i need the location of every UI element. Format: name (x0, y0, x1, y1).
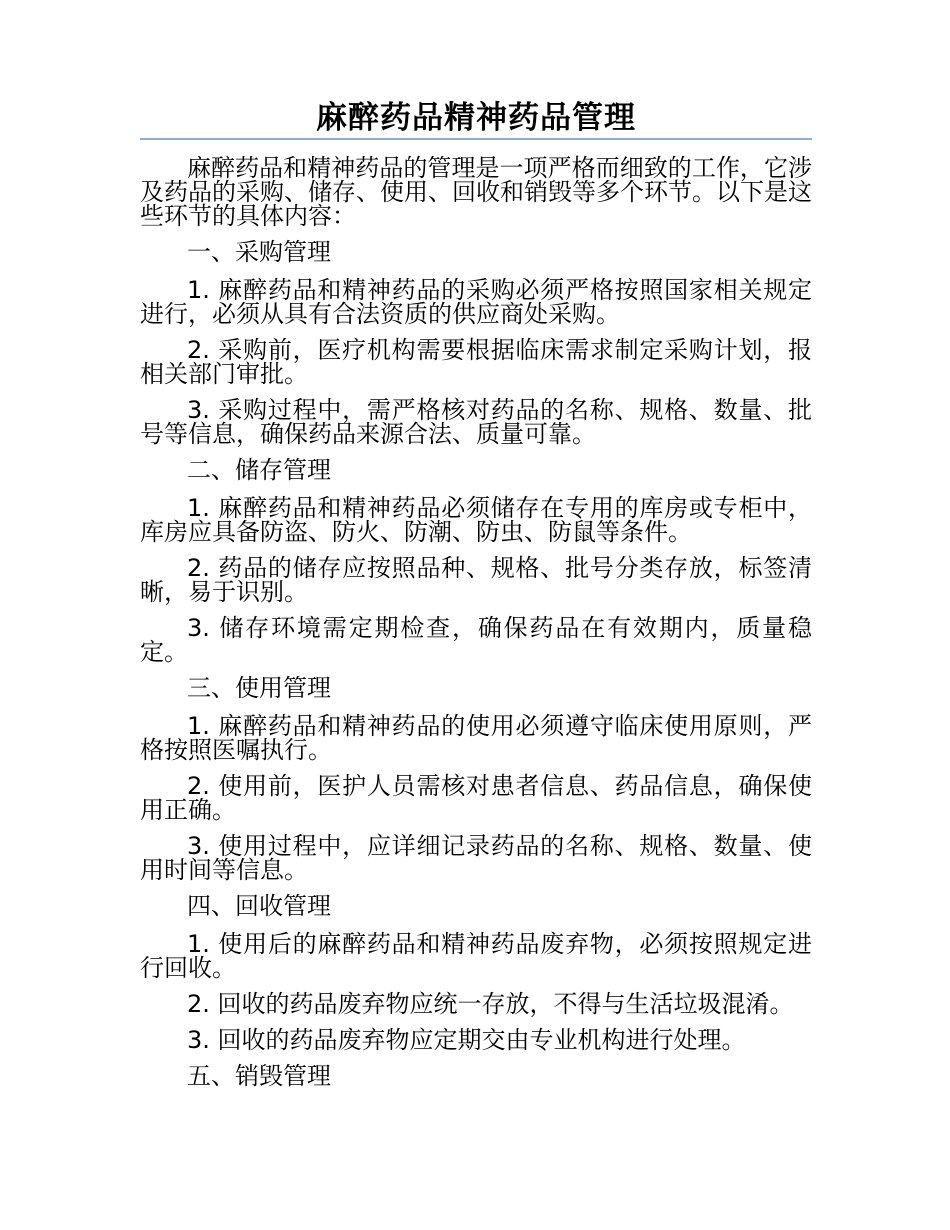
section-item: 2. 采购前，医疗机构需要根据临床需求制定采购计划，报相关部门审批。 (140, 336, 812, 388)
section-item: 1. 麻醉药品和精神药品的使用必须遵守临床使用原则，严格按照医嘱执行。 (140, 712, 812, 764)
section-heading: 一、采购管理 (187, 238, 331, 266)
section-heading: 四、回收管理 (187, 892, 331, 920)
section-heading: 三、使用管理 (187, 674, 331, 702)
section-item: 3. 使用过程中，应详细记录药品的名称、规格、数量、使用时间等信息。 (140, 832, 812, 884)
section-destruction (140, 1064, 812, 1088)
section-item: 2. 药品的储存应按照品种、规格、批号分类存放，标签清晰，易于识别。 (140, 554, 812, 606)
section-item: 3. 储存环境需定期检查，确保药品在有效期内，质量稳定。 (140, 614, 812, 666)
document-page (140, 98, 812, 1102)
section-item: 1. 麻醉药品和精神药品必须储存在专用的库房或专柜中，库房应具备防盗、防火、防潮、防虫、防鼠等条件。 (140, 494, 812, 546)
section-item: 2. 使用前，医护人员需核对患者信息、药品信息，确保使用正确。 (140, 772, 812, 824)
document-body (140, 156, 812, 1088)
section-usage (140, 676, 812, 882)
section-item: 3. 采购过程中，需严格核对药品的名称、规格、数量、批号等信息，确保药品来源合法、质量可靠。 (140, 396, 812, 448)
section-recycling (140, 894, 812, 1052)
section-item: 1. 使用后的麻醉药品和精神药品废弃物，必须按照规定进行回收。 (140, 930, 812, 982)
document-title: 麻醉药品精神药品管理 (140, 98, 812, 140)
section-procurement (140, 240, 812, 446)
section-heading: 五、销毁管理 (187, 1062, 331, 1090)
section-item: 3. 回收的药品废弃物应定期交由专业机构进行处理。 (187, 1026, 746, 1054)
section-item: 1. 麻醉药品和精神药品的采购必须严格按照国家相关规定进行，必须从具有合法资质的供应商处采购。 (140, 276, 812, 328)
section-item: 2. 回收的药品废弃物应统一存放，不得与生活垃圾混淆。 (187, 990, 794, 1018)
intro-paragraph: 麻醉药品和精神药品的管理是一项严格而细致的工作，它涉及药品的采购、储存、使用、回收和销毁等多个环节。以下是这些环节的具体内容： (140, 154, 812, 230)
section-heading: 二、储存管理 (187, 456, 331, 484)
section-storage (140, 458, 812, 664)
